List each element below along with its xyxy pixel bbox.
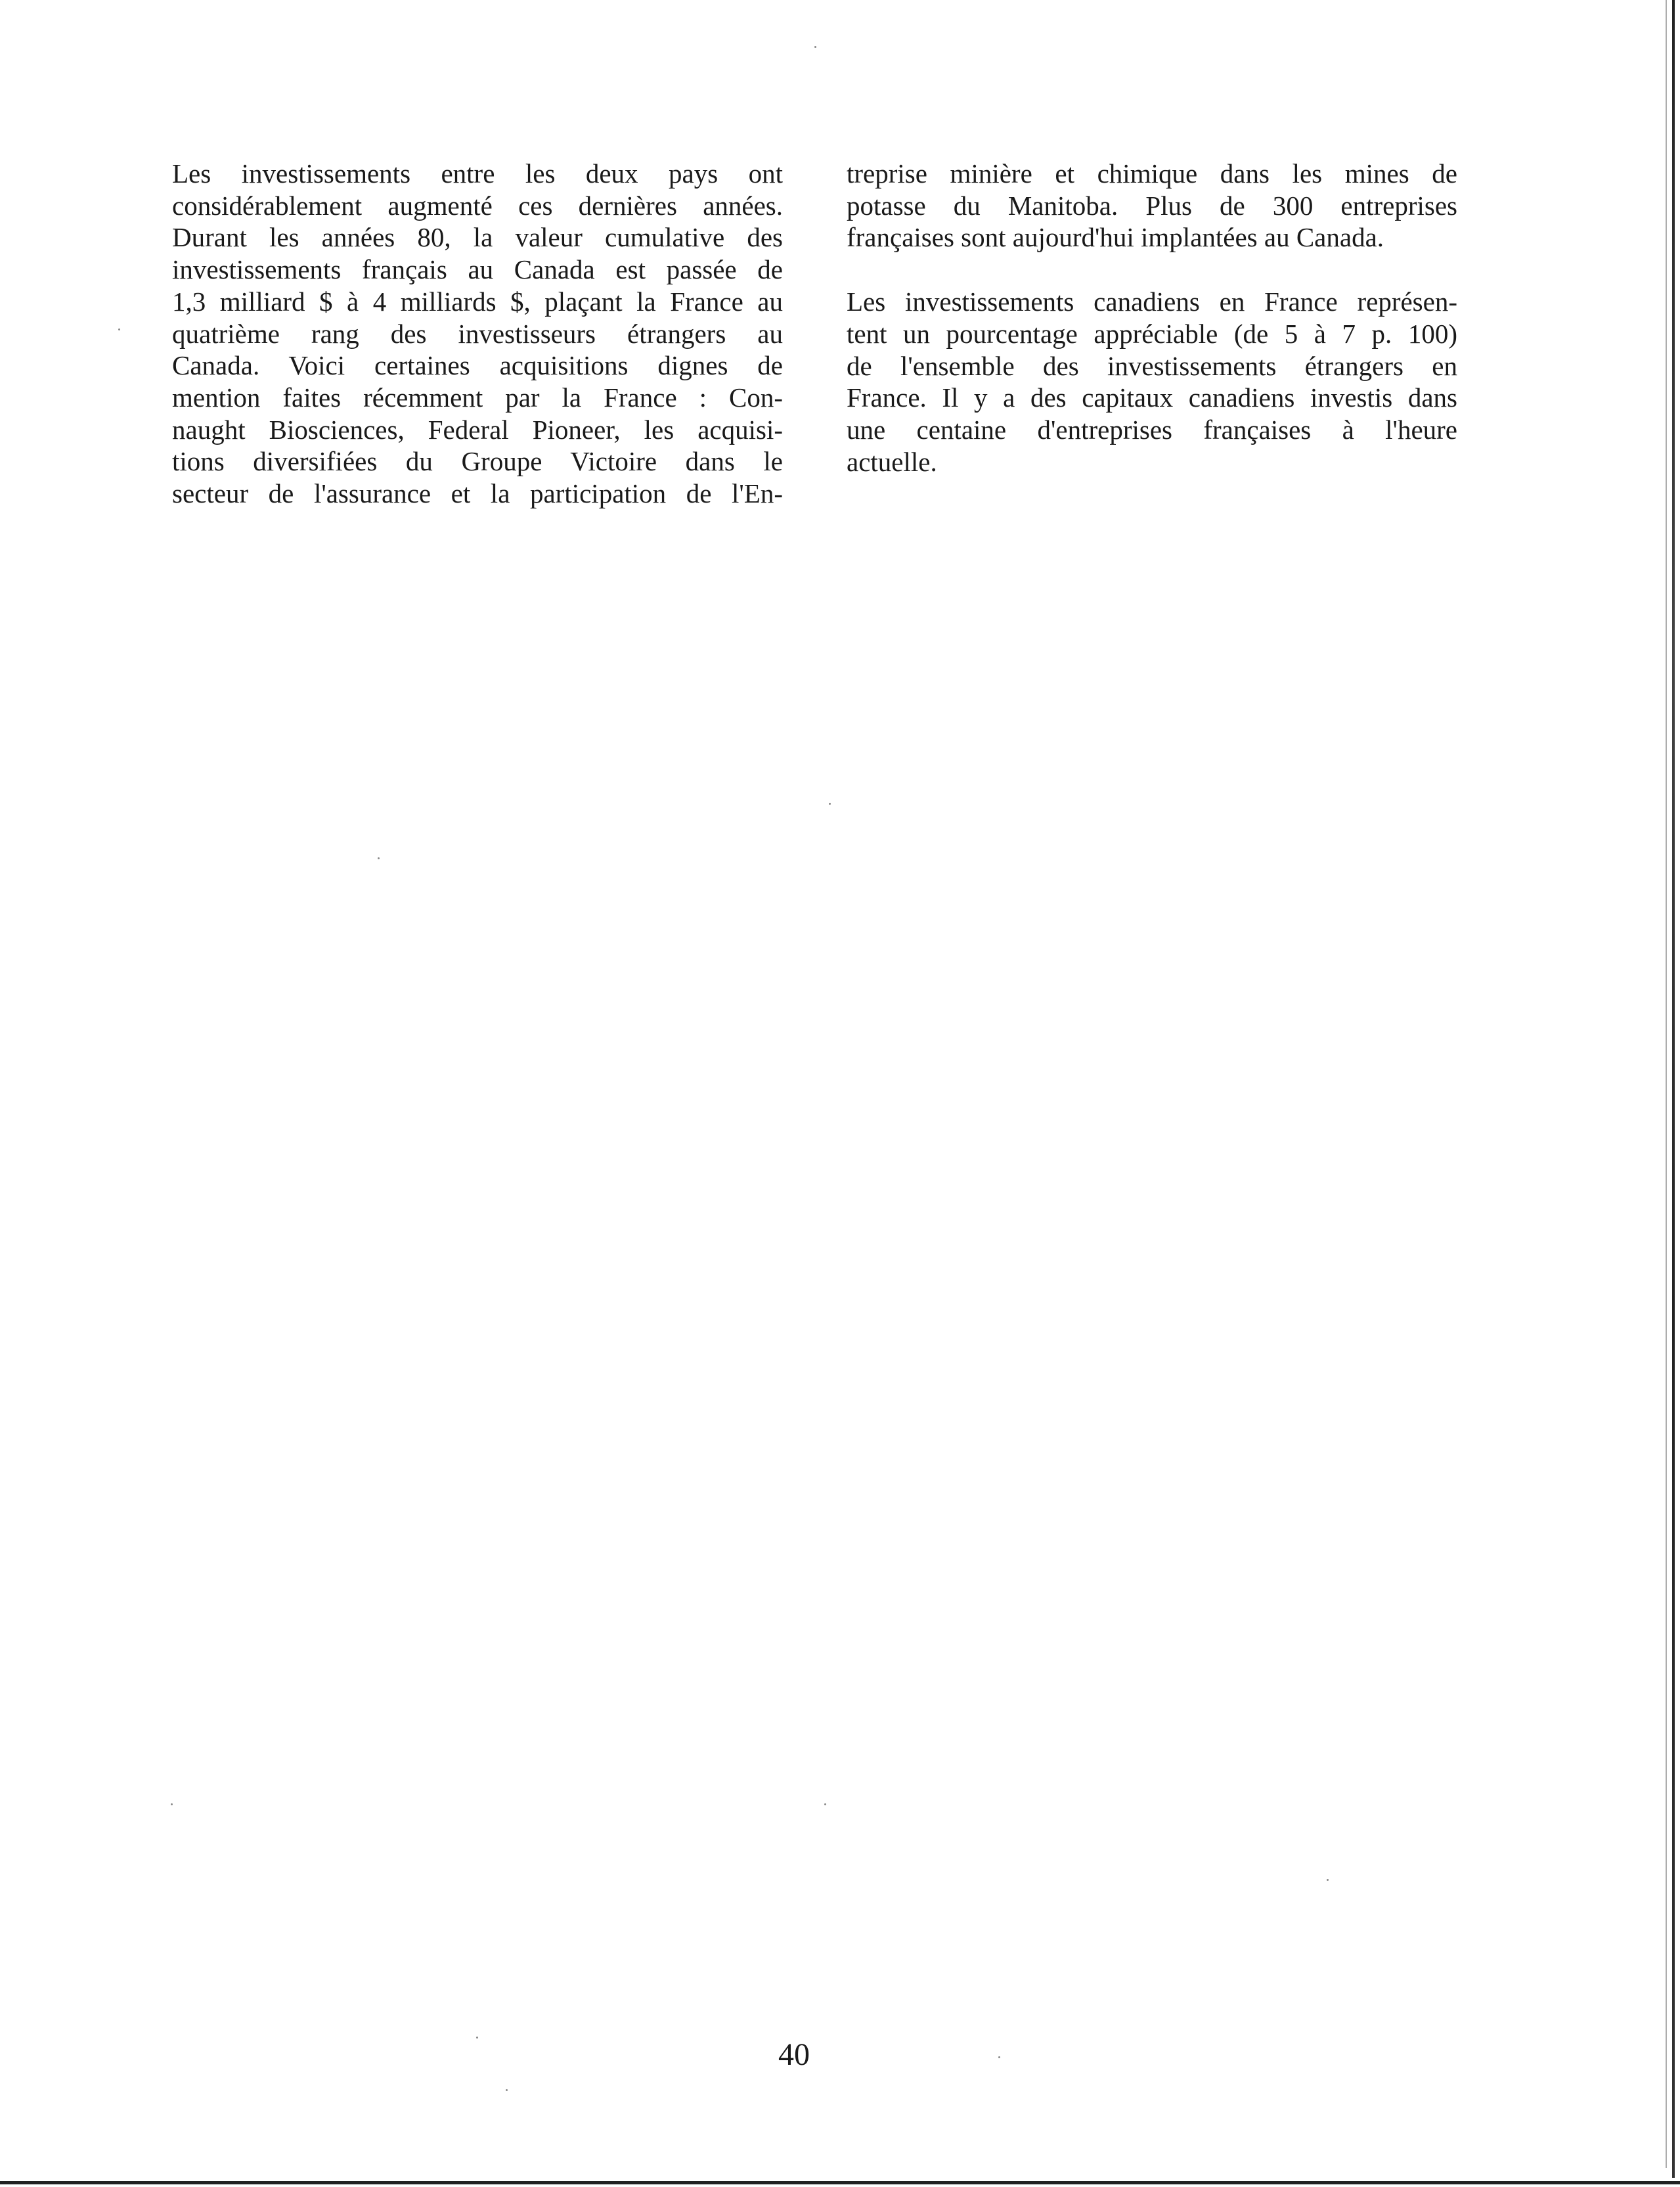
text-line: naught Biosciences, Federal Pioneer, les acquisi- xyxy=(172,414,783,445)
text-line: françaises sont aujourd'hui implantées au Canada. xyxy=(847,222,1384,253)
text-line: 1,3 milliard $ à 4 milliards $, plaçant la France au xyxy=(172,286,783,317)
right-column xyxy=(847,158,1457,510)
left-column xyxy=(172,158,783,542)
text-line: tent un pourcentage appréciable (de 5 à 7 p. 100) xyxy=(847,318,1457,349)
scan-speck xyxy=(118,328,120,330)
text-line: une centaine d'entreprises françaises à l'heure xyxy=(847,414,1457,445)
scan-edge-right xyxy=(1672,0,1675,2178)
scan-speck xyxy=(1327,1879,1329,1881)
right-paragraph-2 xyxy=(847,286,1457,478)
text-line: actuelle. xyxy=(847,446,937,477)
text-line: de l'ensemble des investissements étrangers en xyxy=(847,350,1457,381)
scan-speck xyxy=(814,46,816,48)
text-line: treprise minière et chimique dans les mines de xyxy=(847,158,1457,189)
right-paragraph-1 xyxy=(847,158,1457,254)
text-line: Les investissements canadiens en France représen- xyxy=(847,286,1457,317)
text-line: mention faites récemment par la France : Con- xyxy=(172,382,783,413)
page-number: 40 xyxy=(778,2037,810,2072)
scan-speck xyxy=(824,1803,826,1805)
scan-speck xyxy=(378,857,380,859)
scan-speck xyxy=(476,2037,478,2039)
scan-speck xyxy=(829,803,831,805)
scan-speck xyxy=(998,2056,1000,2058)
scan-speck xyxy=(171,1803,173,1805)
text-line: investissements français au Canada est passée de xyxy=(172,254,783,285)
scan-edge-bottom xyxy=(0,2181,1680,2184)
text-line: tions diversifiées du Groupe Victoire dans le xyxy=(172,446,783,477)
text-line: Durant les années 80, la valeur cumulative des xyxy=(172,222,783,253)
scan-edge-right-inner xyxy=(1666,0,1667,2168)
text-line: potasse du Manitoba. Plus de 300 entreprises xyxy=(847,190,1457,221)
text-line: considérablement augmenté ces dernières années. xyxy=(172,190,783,221)
text-line: secteur de l'assurance et la participation de l'En- xyxy=(172,478,783,509)
scan-speck xyxy=(506,2089,508,2091)
text-line: Les investissements entre les deux pays ont xyxy=(172,158,783,189)
text-line: France. Il y a des capitaux canadiens investis dans xyxy=(847,382,1457,413)
text-line: quatrième rang des investisseurs étrangers au xyxy=(172,318,783,349)
text-line: Canada. Voici certaines acquisitions dignes de xyxy=(172,350,783,381)
left-paragraph xyxy=(172,158,783,510)
